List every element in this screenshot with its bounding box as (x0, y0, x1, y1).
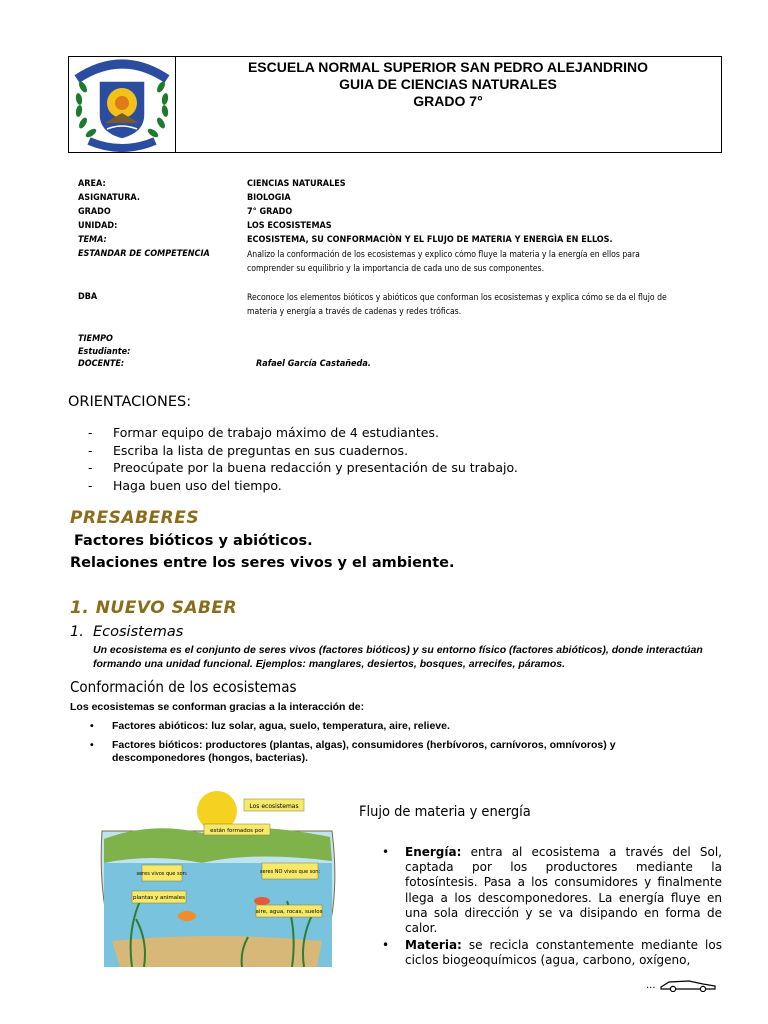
ecosistemas-title: Ecosistemas (93, 624, 184, 640)
presaberes-line-2: Relaciones entre los seres vivos y el ambiente. (70, 555, 455, 571)
list-item: • Factores abióticos: luz solar, agua, suelo, temperatura, aire, relieve. (90, 720, 700, 734)
ecosystem-illustration-svg (92, 791, 342, 967)
illustration-label-top: Los ecosistemas (249, 803, 299, 810)
tema-label: TEMA: (78, 235, 107, 245)
illustration-label-plants: plantas y animales (133, 895, 185, 901)
list-item: - Escriba la lista de preguntas en sus cuadernos. (88, 442, 518, 460)
docente-value: Rafael García Castañeda. (256, 359, 371, 369)
dba-value: Reconoce los elementos bióticos y abióticos que conforman los ecosistemas y explica cómo se da el flujo de materia y energía a través de cadenas y redes tróficas. (247, 293, 667, 317)
unidad-label: UNIDAD: (78, 221, 118, 231)
orientaciones-title: ORIENTACIONES: (68, 394, 192, 410)
header-box (68, 56, 722, 153)
tema-value: ECOSISTEMA, SU CONFORMACIÒN Y EL FLUJO DE MATERIA Y ENERGÌA EN ELLOS. (247, 235, 613, 245)
orientaciones-list (88, 424, 518, 494)
guide-title: GUIA DE CIENCIAS NATURALES (339, 76, 557, 92)
unidad-value: LOS ECOSISTEMAS (247, 221, 332, 231)
materia-label: Materia: (405, 938, 462, 953)
asignatura-value: BIOLOGIA (247, 193, 291, 203)
school-seal-logo (69, 57, 175, 152)
nuevo-saber-title: 1. NUEVO SABER (70, 598, 238, 618)
footer-mark (646, 978, 717, 992)
docente-label: DOCENTE: (78, 359, 125, 369)
conformacion-title: Conformación de los ecosistemas (70, 678, 297, 696)
energia-text: entra al ecosistema a través del Sol, captada por los productores mediante la fotosíntesis. Pasa a los consumidores y finalmente llega a los descomponedores. La energía fluye en una sola dirección y se va disipando en forma de calor. (405, 845, 722, 936)
area-value: CIENCIAS NATURALES (247, 179, 346, 189)
header-title-block (175, 59, 721, 110)
presaberes-line-1: Factores bióticos y abióticos. (74, 533, 313, 549)
energia-label: Energía: (405, 845, 462, 859)
estandar-label: ESTANDAR DE COMPETENCIA (78, 249, 210, 259)
dba-label: DBA (78, 292, 98, 302)
illustration-label-living: seres vivos que son: (136, 871, 188, 877)
logo-cell (69, 57, 176, 152)
list-item (382, 938, 722, 968)
illustration-label-abiotic: aire, agua, rocas, suelos (255, 909, 323, 915)
flujo-bullets (382, 845, 722, 971)
list-item: - Haga buen uso del tiempo. (88, 477, 518, 495)
car-icon (659, 978, 717, 992)
conformacion-intro: Los ecosistemas se conforman gracias a la interacción de: (70, 701, 365, 713)
grado-label: GRADO (78, 207, 111, 217)
ecosystem-illustration (92, 791, 342, 967)
list-item: - Formar equipo de trabajo máximo de 4 estudiantes. (88, 424, 518, 442)
estandar-value: Analizo la conformación de los ecosistemas y explico cómo fluye la materia y la energía en ellos para comprender su equilibrio y la importancia de cada uno de sus componentes. (247, 250, 640, 274)
ecosistemas-heading (70, 624, 183, 640)
asignatura-label: ASIGNATURA. (78, 193, 140, 203)
flujo-title: Flujo de materia y energía (359, 804, 531, 820)
footer-ellipsis: ... (646, 980, 656, 991)
tiempo-label: TIEMPO (78, 334, 113, 344)
conformacion-bullets (90, 720, 700, 771)
ecosistemas-number: 1. (70, 624, 84, 640)
school-name: ESCUELA NORMAL SUPERIOR SAN PEDRO ALEJANDRINO (247, 59, 649, 75)
list-item: - Preocúpate por la buena redacción y presentación de su trabajo. (88, 459, 518, 477)
materia-text: se recicla constantemente mediante los ciclos biogeoquímicos (agua, carbono, oxígeno, (405, 938, 722, 968)
illustration-label-nonliving: seres NO vivos que son: (259, 869, 321, 875)
grade-title: GRADO 7° (413, 93, 483, 109)
grado-value: 7° GRADO (247, 207, 293, 217)
area-label: AREA: (78, 179, 106, 189)
list-item (382, 845, 722, 936)
illustration-label-formed: están formados por (210, 828, 264, 834)
presaberes-title: PRESABERES (70, 508, 200, 528)
estudiante-label: Estudiante: (78, 347, 131, 357)
list-item: • Factores bióticos: productores (plantas, algas), consumidores (herbívoros, carnívoros, omnívoros) y descomponedores (hongos, bacterias). (90, 739, 700, 766)
ecosistema-definition: Un ecosistema es el conjunto de seres vivos (factores bióticos) y su entorno físico (factores abióticos), donde interactúan formando una unidad funcional. Ejemplos: manglares, desiertos, bosques, arrecifes, páramos. (93, 644, 703, 670)
